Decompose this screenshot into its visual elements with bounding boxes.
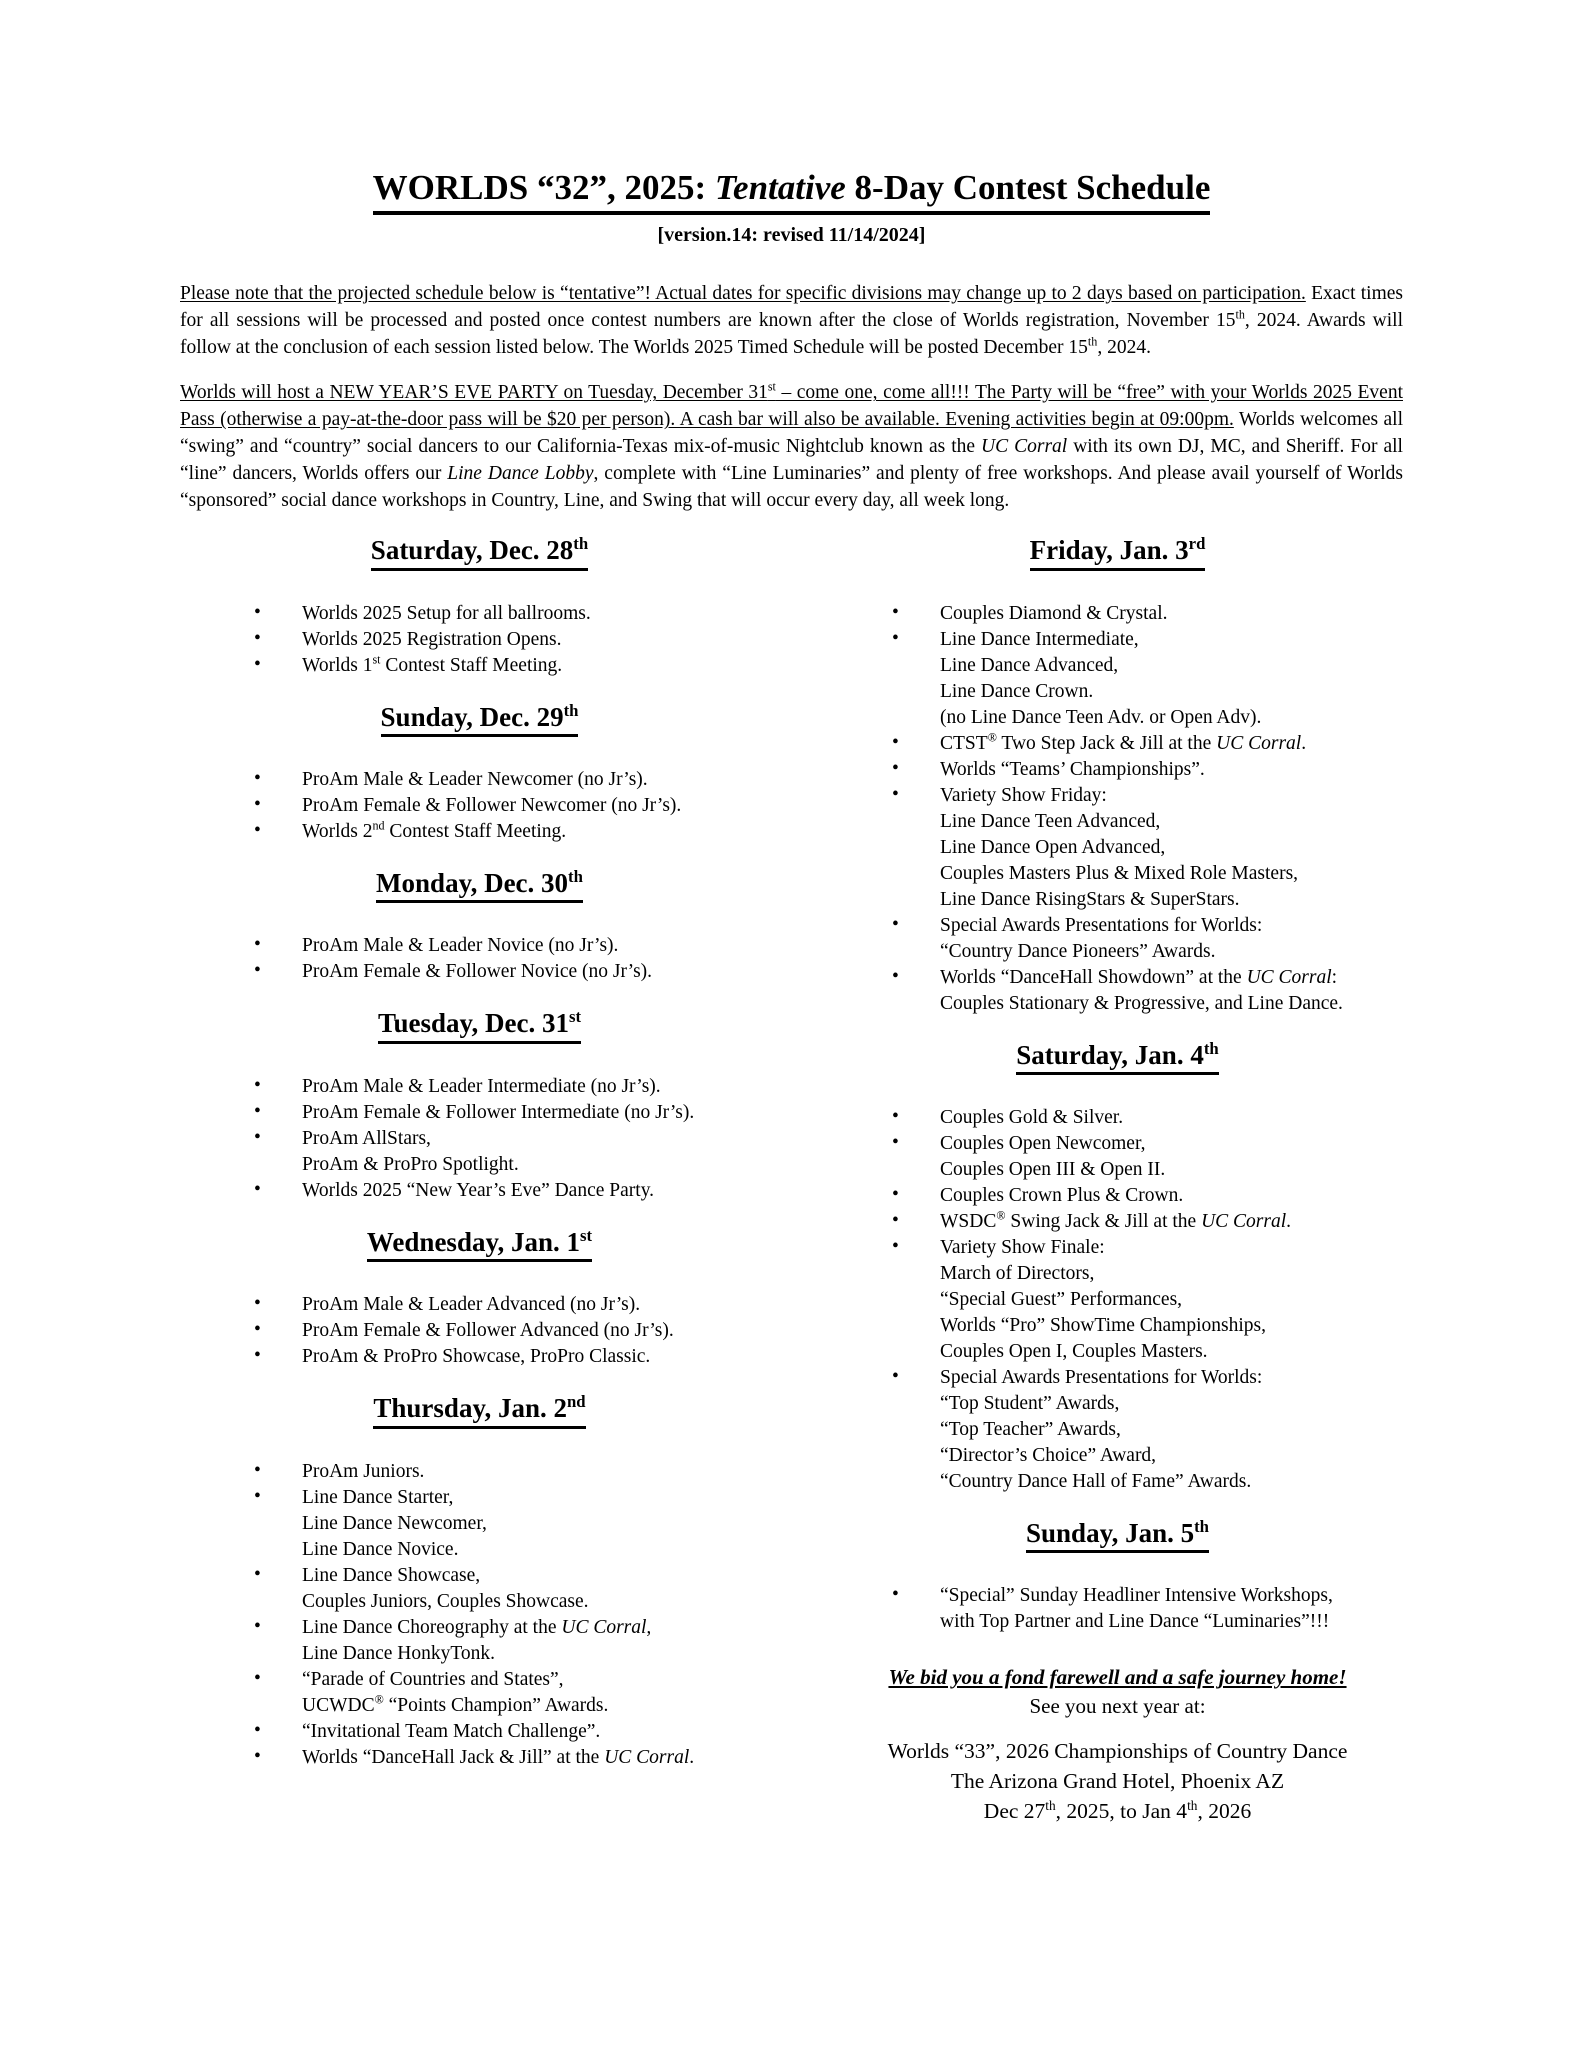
item-text: Line Dance Starter, Line Dance Newcomer, Line Dance Novice. bbox=[302, 1486, 487, 1560]
bullet-icon: • bbox=[254, 794, 261, 816]
item-text: Worlds “DanceHall Showdown” at the UC Corral: Couples Stationary & Progressive, and Line Dance. bbox=[940, 966, 1343, 1014]
item-text: CTST® Two Step Jack & Jill at the UC Corral. bbox=[940, 730, 1307, 754]
schedule-item bbox=[194, 1100, 765, 1126]
day-heading-row bbox=[194, 1007, 765, 1043]
item-text: Worlds 2nd Contest Staff Meeting. bbox=[302, 818, 567, 843]
item-text: Variety Show Friday: Line Dance Teen Advanced, Line Dance Open Advanced, Couples Masters Plus & Mixed Role Masters, Line Dance RisingStars & SuperStars. bbox=[940, 784, 1299, 910]
bullet-icon: • bbox=[254, 768, 261, 790]
schedule-item bbox=[194, 1292, 765, 1318]
bullet-icon: • bbox=[254, 820, 261, 842]
schedule-column-right-wrap bbox=[832, 534, 1403, 1826]
next-event-block bbox=[832, 1736, 1403, 1826]
bullet-icon: • bbox=[892, 627, 899, 649]
item-text: WSDC® Swing Jack & Jill at the UC Corral. bbox=[940, 1208, 1292, 1233]
schedule-item bbox=[832, 1105, 1403, 1131]
bullet-icon: • bbox=[254, 1074, 261, 1096]
schedule-item bbox=[194, 627, 765, 653]
intro-paragraph-1: Please note that the projected schedule below is “tentative”! Actual dates for specific divisions may change up to 2 days based on participation. Exact times for all sessions will be processed and posted once contest numbers are known after the close of Worlds registration, November 15th, 2024. Awards will follow at the conclusion of each session listed below. The Worlds 2025 Timed Schedule will be posted December 15th, 2024. bbox=[180, 283, 1404, 359]
bullet-icon: • bbox=[892, 1106, 899, 1128]
day-heading-row bbox=[832, 1039, 1403, 1075]
day-section bbox=[832, 1039, 1403, 1495]
next-event-line-2: The Arizona Grand Hotel, Phoenix AZ bbox=[950, 1769, 1285, 1794]
day-heading: Tuesday, Dec. 31st bbox=[378, 1007, 581, 1043]
day-heading: Sunday, Jan. 5th bbox=[1026, 1517, 1209, 1553]
closing-block bbox=[832, 1665, 1403, 1826]
schedule-item bbox=[194, 1667, 765, 1719]
item-text: ProAm Female & Follower Advanced (no Jr’s). bbox=[302, 1320, 674, 1342]
day-section bbox=[832, 534, 1403, 1016]
day-section bbox=[194, 1392, 765, 1770]
item-text: Worlds “Teams’ Championships”. bbox=[940, 758, 1205, 780]
schedule-item bbox=[194, 601, 765, 627]
see-you-line: See you next year at: bbox=[1029, 1694, 1206, 1719]
bullet-icon: • bbox=[254, 1615, 261, 1637]
day-heading-row bbox=[194, 701, 765, 737]
schedule-columns bbox=[180, 534, 1403, 1826]
bullet-list bbox=[832, 1583, 1403, 1635]
schedule-item bbox=[194, 1344, 765, 1370]
bullet-icon: • bbox=[254, 960, 261, 982]
item-text: “Special” Sunday Headliner Intensive Workshops, with Top Partner and Line Dance “Luminaries”!!! bbox=[940, 1585, 1333, 1633]
schedule-item bbox=[194, 1459, 765, 1485]
item-text: Couples Gold & Silver. bbox=[940, 1107, 1124, 1129]
day-heading: Friday, Jan. 3rd bbox=[1030, 534, 1206, 570]
item-text: “Parade of Countries and States”, UCWDC® “Points Champion” Awards. bbox=[302, 1668, 609, 1716]
schedule-item bbox=[194, 653, 765, 679]
bullet-icon: • bbox=[892, 1184, 899, 1206]
bullet-list bbox=[194, 1292, 765, 1370]
bullet-icon: • bbox=[254, 1459, 261, 1481]
schedule-item bbox=[194, 933, 765, 959]
bullet-icon: • bbox=[254, 1100, 261, 1122]
schedule-item bbox=[194, 1615, 765, 1667]
schedule-item bbox=[194, 1485, 765, 1563]
day-heading-row bbox=[194, 1226, 765, 1262]
bullet-icon: • bbox=[254, 1345, 261, 1367]
bullet-list bbox=[832, 601, 1403, 1017]
item-text: ProAm Female & Follower Newcomer (no Jr’s). bbox=[302, 795, 682, 817]
schedule-item bbox=[832, 731, 1403, 757]
day-heading: Saturday, Dec. 28th bbox=[371, 534, 588, 570]
bullet-list bbox=[832, 1105, 1403, 1495]
schedule-item bbox=[194, 1074, 765, 1100]
schedule-item bbox=[832, 1235, 1403, 1365]
day-section bbox=[194, 534, 765, 678]
schedule-item bbox=[194, 1126, 765, 1178]
day-heading: Wednesday, Jan. 1st bbox=[367, 1226, 592, 1262]
bullet-icon: • bbox=[892, 1584, 899, 1606]
bullet-icon: • bbox=[892, 601, 899, 623]
bullet-icon: • bbox=[254, 1719, 261, 1741]
bullet-icon: • bbox=[254, 1126, 261, 1148]
schedule-item bbox=[194, 793, 765, 819]
bullet-icon: • bbox=[254, 1178, 261, 1200]
bullet-icon: • bbox=[892, 913, 899, 935]
bullet-icon: • bbox=[892, 731, 899, 753]
item-text: Worlds 2025 Setup for all ballrooms. bbox=[302, 602, 591, 624]
item-text: Line Dance Choreography at the UC Corral, Line Dance HonkyTonk. bbox=[302, 1616, 652, 1664]
bullet-icon: • bbox=[892, 1236, 899, 1258]
schedule-item bbox=[832, 783, 1403, 913]
bullet-icon: • bbox=[254, 934, 261, 956]
day-heading: Thursday, Jan. 2nd bbox=[373, 1392, 585, 1428]
bullet-icon: • bbox=[254, 1667, 261, 1689]
schedule-item bbox=[832, 627, 1403, 731]
schedule-item bbox=[832, 1183, 1403, 1209]
bullet-list bbox=[194, 1074, 765, 1204]
day-heading: Sunday, Dec. 29th bbox=[381, 701, 579, 737]
item-text: Worlds 2025 Registration Opens. bbox=[302, 628, 562, 650]
item-text: ProAm Female & Follower Novice (no Jr’s). bbox=[302, 961, 653, 983]
item-text: ProAm Juniors. bbox=[302, 1460, 425, 1482]
item-text: Worlds 2025 “New Year’s Eve” Dance Party. bbox=[302, 1179, 655, 1201]
item-text: ProAm Female & Follower Intermediate (no Jr’s). bbox=[302, 1101, 695, 1123]
schedule-item bbox=[832, 913, 1403, 965]
document-title: WORLDS “32”, 2025: Tentative 8-Day Contest Schedule bbox=[373, 168, 1211, 215]
item-text: “Invitational Team Match Challenge”. bbox=[302, 1720, 601, 1742]
schedule-column-right bbox=[832, 534, 1403, 1635]
schedule-item bbox=[194, 1178, 765, 1204]
bullet-icon: • bbox=[254, 627, 261, 649]
bullet-icon: • bbox=[892, 757, 899, 779]
item-text: ProAm Male & Leader Advanced (no Jr’s). bbox=[302, 1294, 641, 1316]
day-heading-row bbox=[832, 534, 1403, 570]
schedule-item bbox=[194, 1563, 765, 1615]
schedule-item bbox=[832, 965, 1403, 1017]
bullet-list bbox=[194, 1459, 765, 1771]
day-heading-row bbox=[194, 1392, 765, 1428]
schedule-item bbox=[832, 1131, 1403, 1183]
schedule-item bbox=[194, 1745, 765, 1771]
bullet-icon: • bbox=[892, 783, 899, 805]
bullet-icon: • bbox=[254, 1563, 261, 1585]
item-text: ProAm & ProPro Showcase, ProPro Classic. bbox=[302, 1346, 651, 1368]
schedule-item bbox=[194, 767, 765, 793]
schedule-item bbox=[194, 819, 765, 845]
item-text: ProAm Male & Leader Intermediate (no Jr’s). bbox=[302, 1075, 661, 1097]
bullet-icon: • bbox=[254, 1293, 261, 1315]
item-text: Special Awards Presentations for Worlds: “Country Dance Pioneers” Awards. bbox=[940, 914, 1263, 962]
bullet-icon: • bbox=[254, 1745, 261, 1767]
day-heading-row bbox=[194, 534, 765, 570]
next-event-line-1: Worlds “33”, 2026 Championships of Country Dance bbox=[887, 1739, 1348, 1764]
item-text: Line Dance Showcase, Couples Juniors, Couples Showcase. bbox=[302, 1564, 589, 1612]
title-row bbox=[180, 168, 1403, 215]
item-text: ProAm Male & Leader Newcomer (no Jr’s). bbox=[302, 769, 648, 791]
bullet-icon: • bbox=[254, 1319, 261, 1341]
day-heading-row bbox=[832, 1517, 1403, 1553]
schedule-item bbox=[832, 1583, 1403, 1635]
bullet-icon: • bbox=[892, 1210, 899, 1232]
schedule-item bbox=[194, 1318, 765, 1344]
bullet-icon: • bbox=[892, 965, 899, 987]
bullet-icon: • bbox=[892, 1132, 899, 1154]
schedule-item bbox=[832, 1365, 1403, 1495]
item-text: ProAm Male & Leader Novice (no Jr’s). bbox=[302, 935, 619, 957]
item-text: Line Dance Intermediate, Line Dance Advanced, Line Dance Crown. (no Line Dance Teen Adv. or Open Adv). bbox=[940, 628, 1262, 728]
item-text: Couples Diamond & Crystal. bbox=[940, 602, 1168, 624]
schedule-column-left bbox=[180, 534, 765, 1770]
item-text: Worlds “DanceHall Jack & Jill” at the UC Corral. bbox=[302, 1746, 695, 1768]
schedule-item bbox=[832, 1209, 1403, 1235]
schedule-item bbox=[832, 757, 1403, 783]
item-text: Couples Open Newcomer, Couples Open III & Open II. bbox=[940, 1133, 1166, 1181]
day-section bbox=[194, 701, 765, 845]
bullet-list bbox=[194, 933, 765, 985]
bullet-icon: • bbox=[254, 1485, 261, 1507]
farewell-line: We bid you a fond farewell and a safe journey home! bbox=[888, 1665, 1347, 1690]
day-heading: Monday, Dec. 30th bbox=[376, 867, 583, 903]
schedule-item bbox=[194, 959, 765, 985]
schedule-item bbox=[832, 601, 1403, 627]
day-heading: Saturday, Jan. 4th bbox=[1016, 1039, 1218, 1075]
day-heading-row bbox=[194, 867, 765, 903]
item-text: ProAm AllStars, ProAm & ProPro Spotlight. bbox=[302, 1127, 519, 1175]
intro-paragraph-2: Worlds will host a NEW YEAR’S EVE PARTY on Tuesday, December 31st – come one, come all!!! The Party will be “free” with your Worlds 2025 Event Pass (otherwise a pay-at-the-door pass will be $20 per person). A cash bar will also be available. Evening activities begin at 09:00pm. Worlds welcomes all “swing” and “country” social dancers to our California-Texas mix-of-music Nightclub known as the UC Corral with its own DJ, MC, and Sheriff. For all “line” dancers, Worlds offers our Line Dance Lobby, complete with “Line Luminaries” and plenty of free workshops. And please avail yourself of Worlds “sponsored” social dance workshops in Country, Line, and Swing that will occur every day, all week long. bbox=[180, 379, 1404, 512]
next-event-line-3: Dec 27th, 2025, to Jan 4th, 2026 bbox=[983, 1798, 1252, 1824]
day-section bbox=[194, 1226, 765, 1370]
item-text: Variety Show Finale: March of Directors, “Special Guest” Performances, Worlds “Pro” ShowTime Championships, Couples Open I, Couples Masters. bbox=[940, 1237, 1266, 1363]
item-text: Special Awards Presentations for Worlds: “Top Student” Awards, “Top Teacher” Awards, “Director’s Choice” Award, “Country Dance Hall of Fame” Awards. bbox=[940, 1367, 1263, 1493]
document-header bbox=[180, 168, 1403, 247]
bullet-list bbox=[194, 767, 765, 845]
bullet-icon: • bbox=[892, 1366, 899, 1388]
day-section bbox=[194, 1007, 765, 1203]
bullet-icon: • bbox=[254, 601, 261, 623]
version-line: [version.14: revised 11/14/2024] bbox=[657, 224, 926, 247]
bullet-icon: • bbox=[254, 653, 261, 675]
item-text: Couples Crown Plus & Crown. bbox=[940, 1185, 1184, 1207]
bullet-list bbox=[194, 601, 765, 679]
item-text: Worlds 1st Contest Staff Meeting. bbox=[302, 652, 563, 676]
schedule-item bbox=[194, 1719, 765, 1745]
day-section bbox=[832, 1517, 1403, 1635]
day-section bbox=[194, 867, 765, 985]
